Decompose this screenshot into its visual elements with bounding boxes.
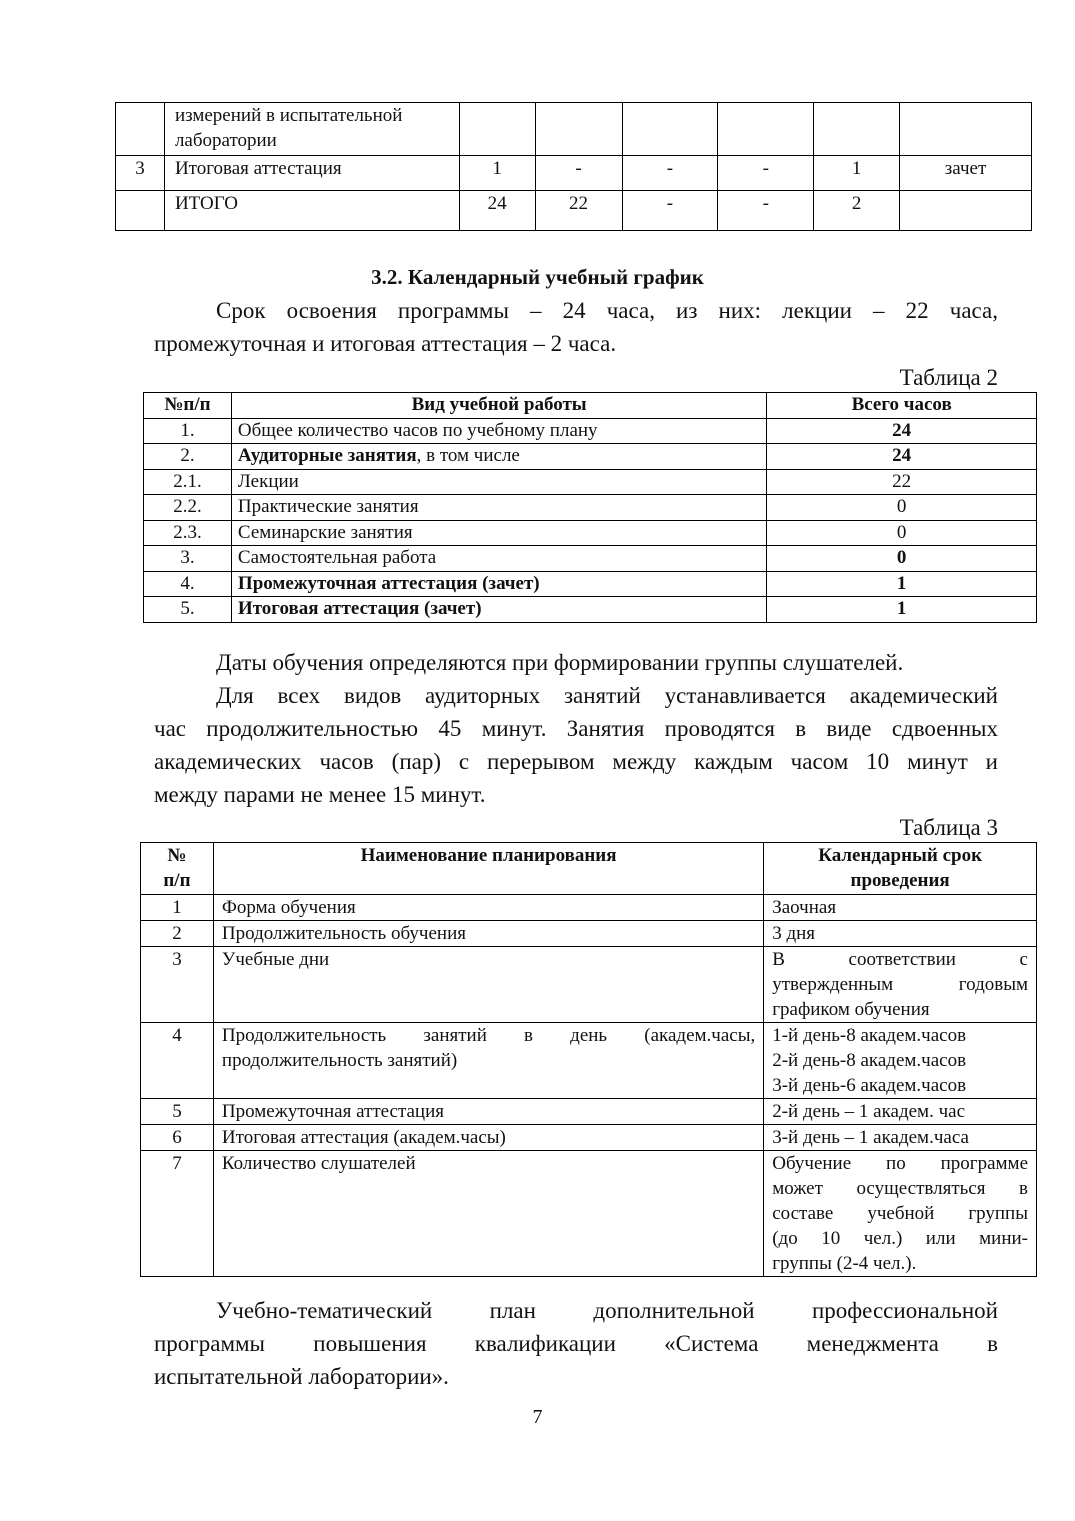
row-number: 3 xyxy=(141,947,214,1023)
row-name: измерений в испытательной лаборатории xyxy=(164,103,459,156)
row-name: Итоговая аттестация (академ.часы) xyxy=(213,1125,763,1151)
table-row xyxy=(141,921,1037,947)
row-number: 2 xyxy=(141,921,214,947)
row-term: 3 дня xyxy=(764,921,1037,947)
table-header-row xyxy=(141,843,1037,895)
table-row xyxy=(144,444,1037,470)
table-row xyxy=(144,597,1037,623)
row-number: 2.3. xyxy=(144,520,232,546)
page-number: 7 xyxy=(532,1406,543,1428)
row-term: В соответствии с утвержденным годовым графиком обучения xyxy=(764,947,1037,1023)
column-header: Наименование планирования xyxy=(213,843,763,895)
row-title: Лекции xyxy=(231,469,766,495)
table-row xyxy=(144,520,1037,546)
cell: 2 xyxy=(814,191,900,231)
row-title: Семинарские занятия xyxy=(231,520,766,546)
table-row xyxy=(144,571,1037,597)
column-header: № п/п xyxy=(141,843,214,895)
table-row xyxy=(116,156,1032,191)
table-row xyxy=(116,103,1032,156)
table-row xyxy=(144,469,1037,495)
cell: 22 xyxy=(535,191,622,231)
cell: - xyxy=(535,156,622,191)
table-row xyxy=(141,895,1037,921)
row-number: 2. xyxy=(144,444,232,470)
row-number: 1. xyxy=(144,418,232,444)
cell xyxy=(900,191,1032,231)
row-number: 4. xyxy=(144,571,232,597)
cell xyxy=(535,103,622,156)
row-number: 5. xyxy=(144,597,232,623)
row-title: Общее количество часов по учебному плану xyxy=(231,418,766,444)
row-hours: 0 xyxy=(767,520,1037,546)
cell xyxy=(622,103,718,156)
cell: - xyxy=(718,156,814,191)
row-number xyxy=(116,103,165,156)
row-number: 2.1. xyxy=(144,469,232,495)
row-name: Промежуточная аттестация xyxy=(213,1099,763,1125)
section-heading: 3.2. Календарный учебный график xyxy=(371,265,704,289)
row-name: Продолжительность занятий в день (академ.часы, продолжительность занятий) xyxy=(213,1023,763,1099)
row-number: 3 xyxy=(116,156,165,191)
row-name: Учебные дни xyxy=(213,947,763,1023)
cell: 1 xyxy=(814,156,900,191)
table-header-row xyxy=(144,393,1037,419)
paragraph-dates: Даты обучения определяются при формировании группы слушателей. xyxy=(216,650,904,675)
paragraph-study-plan: Учебно-тематический план дополнительной профессиональной программы повышения квалификации «Система менеджмента в испытательной лаборатории». xyxy=(154,1298,998,1389)
table-row xyxy=(141,1125,1037,1151)
column-header: Всего часов xyxy=(767,393,1037,419)
cell xyxy=(814,103,900,156)
row-hours: 22 xyxy=(767,469,1037,495)
cell: - xyxy=(718,191,814,231)
table-row xyxy=(144,495,1037,521)
study-work-table xyxy=(143,392,1037,623)
row-number: 3. xyxy=(144,546,232,572)
column-header: №п/п xyxy=(144,393,232,419)
table-row xyxy=(141,1023,1037,1099)
cell xyxy=(900,103,1032,156)
row-name: Количество слушателей xyxy=(213,1151,763,1277)
row-hours: 0 xyxy=(767,495,1037,521)
cell: - xyxy=(622,156,718,191)
row-term: Заочная xyxy=(764,895,1037,921)
row-name: Итоговая аттестация xyxy=(164,156,459,191)
row-number xyxy=(116,191,165,231)
column-header: Вид учебной работы xyxy=(231,393,766,419)
cell: - xyxy=(622,191,718,231)
row-hours: 24 xyxy=(767,418,1037,444)
table-row xyxy=(141,1099,1037,1125)
row-title: Самостоятельная работа xyxy=(231,546,766,572)
row-hours: 0 xyxy=(767,546,1037,572)
cell xyxy=(718,103,814,156)
row-title: Итоговая аттестация (зачет) xyxy=(231,597,766,623)
column-header: Календарный срок проведения xyxy=(764,843,1037,895)
row-number: 2.2. xyxy=(144,495,232,521)
table-row xyxy=(141,947,1037,1023)
row-name: Продолжительность обучения xyxy=(213,921,763,947)
cell: зачет xyxy=(900,156,1032,191)
table-row xyxy=(144,418,1037,444)
cell: 24 xyxy=(459,191,535,231)
paragraph-academic-hour: Для всех видов аудиторных занятий устанавливается академический час продолжительностью 45 минут. Занятия проводятся в виде сдвоенных академических часов (пар) с перерывом между каждым часом 10 минут и между парами не менее 15 минут. xyxy=(154,683,998,807)
row-hours: 24 xyxy=(767,444,1037,470)
row-number: 4 xyxy=(141,1023,214,1099)
row-title: Аудиторные занятия, в том числе xyxy=(231,444,766,470)
row-number: 6 xyxy=(141,1125,214,1151)
row-number: 7 xyxy=(141,1151,214,1277)
row-term: 1-й день-8 академ.часов 2-й день-8 академ.часов 3-й день-6 академ.часов xyxy=(764,1023,1037,1099)
row-hours: 1 xyxy=(767,571,1037,597)
cell xyxy=(459,103,535,156)
table-caption: Таблица 3 xyxy=(899,815,998,840)
table-row xyxy=(116,191,1032,231)
hours-table-continuation xyxy=(115,102,1032,231)
row-title: Практические занятия xyxy=(231,495,766,521)
paragraph-study-period: Срок освоения программы – 24 часа, из них: лекции – 22 часа, промежуточная и итоговая аттестация – 2 часа. xyxy=(154,298,998,356)
table-caption: Таблица 2 xyxy=(899,365,998,390)
row-term: 3-й день – 1 академ.часа xyxy=(764,1125,1037,1151)
table-row xyxy=(144,546,1037,572)
row-term: Обучение по программе может осуществляться в составе учебной группы (до 10 чел.) или мини- группы (2-4 чел.). xyxy=(764,1151,1037,1277)
row-name: ИТОГО xyxy=(164,191,459,231)
cell: 1 xyxy=(459,156,535,191)
row-title: Промежуточная аттестация (зачет) xyxy=(231,571,766,597)
row-term: 2-й день – 1 академ. час xyxy=(764,1099,1037,1125)
row-hours: 1 xyxy=(767,597,1037,623)
row-number: 5 xyxy=(141,1099,214,1125)
schedule-table xyxy=(140,842,1037,1277)
row-number: 1 xyxy=(141,895,214,921)
row-name: Форма обучения xyxy=(213,895,763,921)
table-row xyxy=(141,1151,1037,1277)
